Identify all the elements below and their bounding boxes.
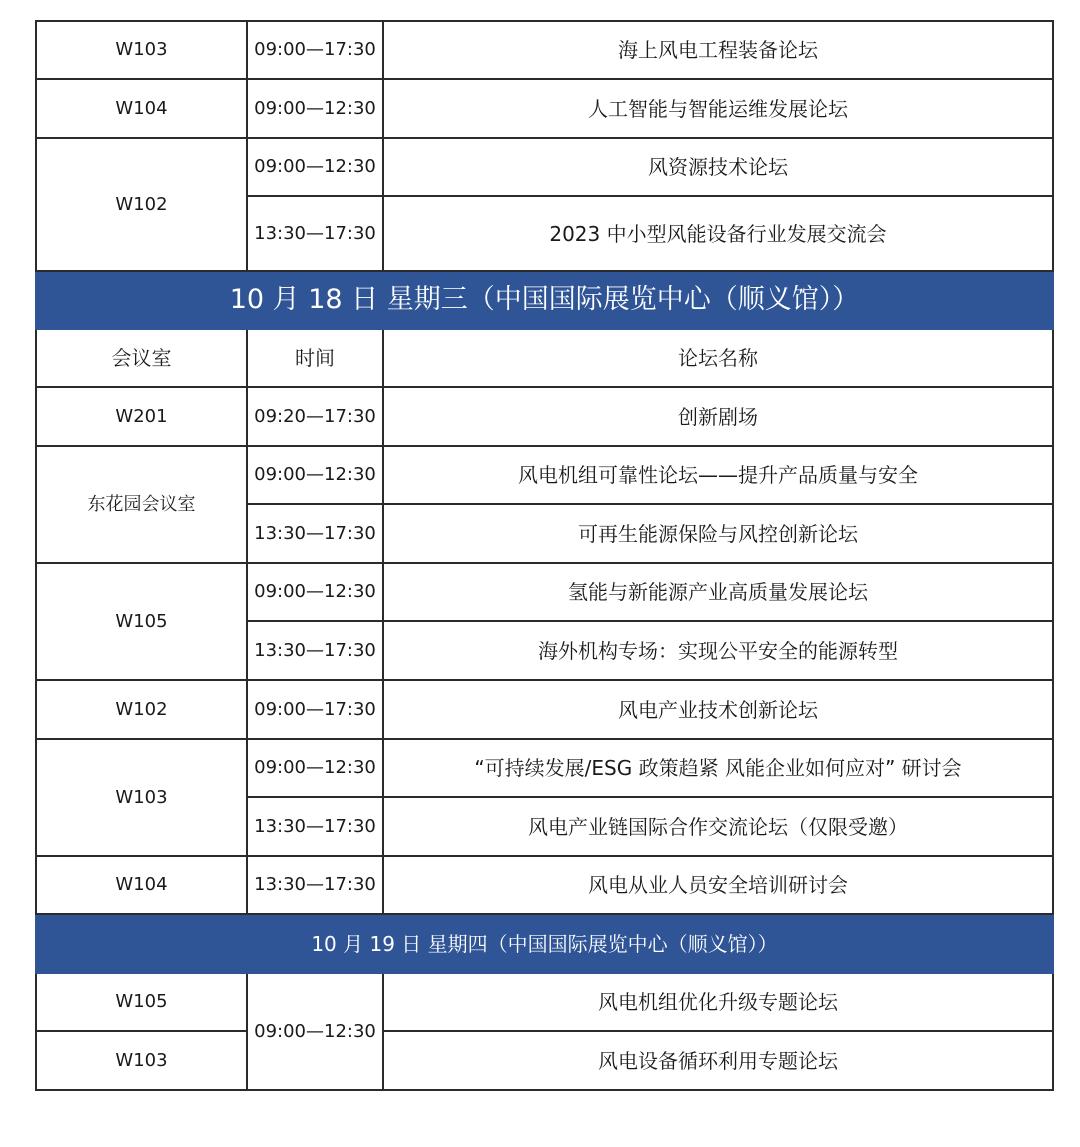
room-cell: W201: [36, 387, 247, 446]
forum-name-cell: 风资源技术论坛: [383, 138, 1053, 196]
time-cell: 09:00—12:30: [247, 973, 383, 1090]
time-cell: 09:00—17:30: [247, 680, 383, 739]
time-cell: 13:30—17:30: [247, 621, 383, 680]
time-cell: 13:30—17:30: [247, 797, 383, 856]
date-banner-row: [36, 271, 1053, 329]
forum-name-cell: 风电从业人员安全培训研讨会: [383, 856, 1053, 914]
time-cell: 09:00—17:30: [247, 21, 383, 79]
forum-name-cell: 风电产业技术创新论坛: [383, 680, 1053, 739]
forum-name-cell: 风电设备循环利用专题论坛: [383, 1031, 1053, 1090]
table-header-row: [36, 329, 1053, 387]
time-cell: 09:00—12:30: [247, 138, 383, 196]
room-cell: W103: [36, 739, 247, 856]
forum-name-cell: 海上风电工程装备论坛: [383, 21, 1053, 79]
forum-schedule-table: [35, 20, 1054, 1091]
table-row: [36, 680, 1053, 739]
time-cell: 09:00—12:30: [247, 79, 383, 138]
room-cell: W105: [36, 563, 247, 680]
forum-name-cell: 人工智能与智能运维发展论坛: [383, 79, 1053, 138]
room-cell: W105: [36, 973, 247, 1031]
table-row: [36, 21, 1053, 79]
forum-name-cell: 氢能与新能源产业高质量发展论坛: [383, 563, 1053, 621]
time-cell: 09:00—12:30: [247, 563, 383, 621]
date-banner-oct19: 10 月 19 日 星期四（中国国际展览中心（顺义馆））: [36, 914, 1053, 973]
forum-name-cell: 风电产业链国际合作交流论坛（仅限受邀）: [383, 797, 1053, 856]
time-cell: 09:20—17:30: [247, 387, 383, 446]
room-cell: W103: [36, 1031, 247, 1090]
table-row: [36, 739, 1053, 797]
date-banner-row: [36, 914, 1053, 973]
forum-name-cell: “可持续发展/ESG 政策趋紧 风能企业如何应对” 研讨会: [383, 739, 1053, 797]
time-cell: 13:30—17:30: [247, 196, 383, 271]
forum-name-cell: 风电机组可靠性论坛——提升产品质量与安全: [383, 446, 1053, 504]
table-row: [36, 446, 1053, 504]
time-cell: 13:30—17:30: [247, 504, 383, 563]
forum-name-cell: 海外机构专场：实现公平安全的能源转型: [383, 621, 1053, 680]
forum-name-cell: 创新剧场: [383, 387, 1053, 446]
room-cell: 东花园会议室: [36, 446, 247, 563]
forum-name-cell: 可再生能源保险与风控创新论坛: [383, 504, 1053, 563]
time-cell: 09:00—12:30: [247, 739, 383, 797]
table-row: [36, 856, 1053, 914]
table-row: [36, 138, 1053, 196]
header-forum: 论坛名称: [383, 329, 1053, 387]
time-cell: 13:30—17:30: [247, 856, 383, 914]
room-cell: W104: [36, 79, 247, 138]
room-cell: W102: [36, 680, 247, 739]
header-time: 时间: [247, 329, 383, 387]
table-row: [36, 973, 1053, 1031]
forum-name-cell: 2023 中小型风能设备行业发展交流会: [383, 196, 1053, 271]
header-room: 会议室: [36, 329, 247, 387]
table-row: [36, 563, 1053, 621]
room-cell: W103: [36, 21, 247, 79]
room-cell: W102: [36, 138, 247, 271]
forum-name-cell: 风电机组优化升级专题论坛: [383, 973, 1053, 1031]
room-cell: W104: [36, 856, 247, 914]
table-row: [36, 387, 1053, 446]
date-banner-oct18: 10 月 18 日 星期三（中国国际展览中心（顺义馆））: [36, 271, 1053, 329]
time-cell: 09:00—12:30: [247, 446, 383, 504]
table-row: [36, 1031, 1053, 1090]
table-row: [36, 79, 1053, 138]
